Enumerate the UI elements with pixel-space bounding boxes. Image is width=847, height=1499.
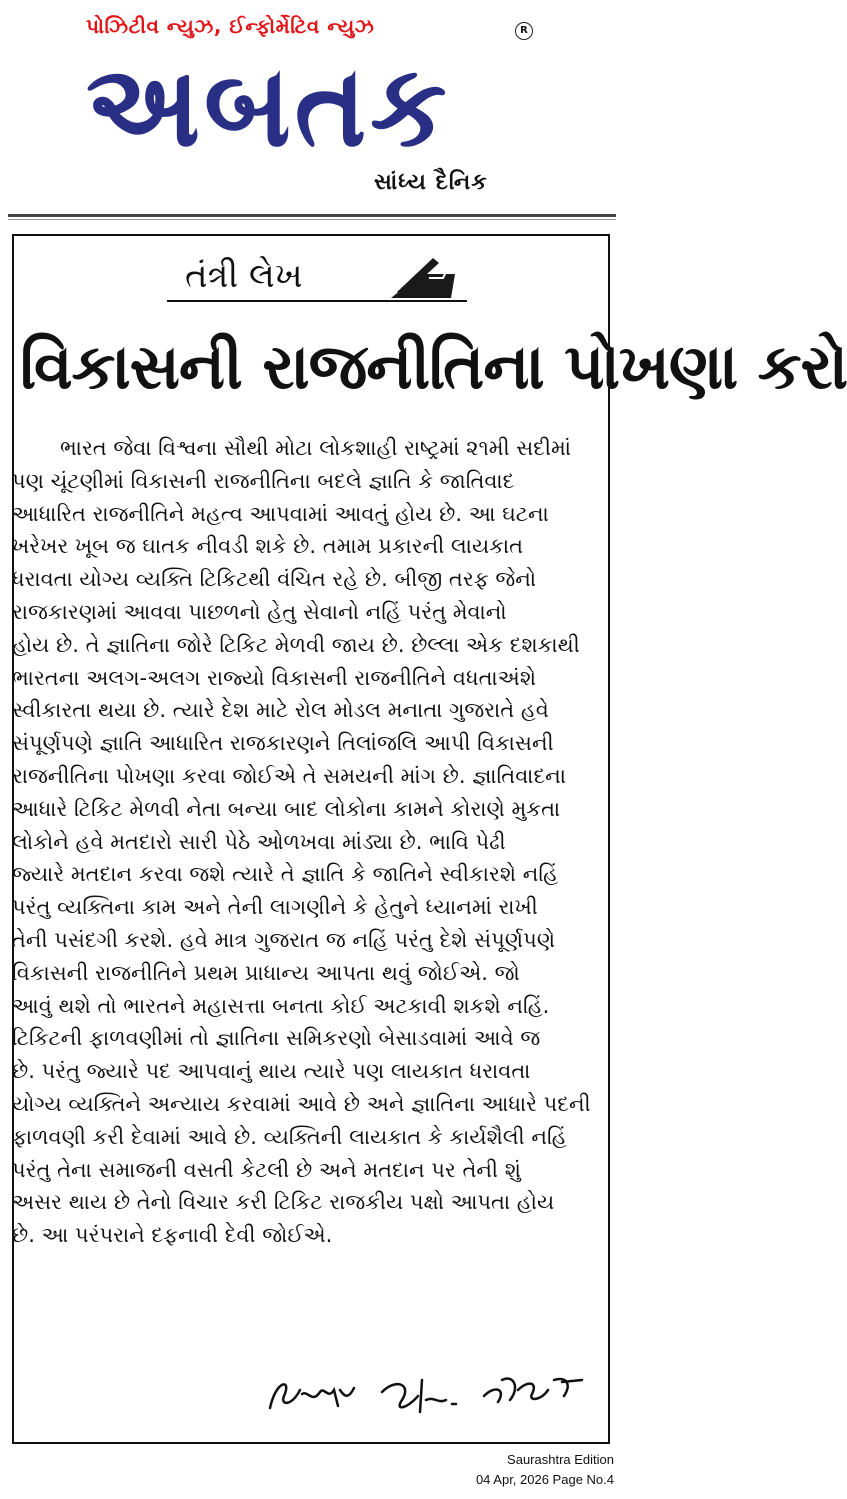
edition-footer [476, 1450, 614, 1490]
article-line: જ્યારે મતદાન કરવા જશે ત્યારે તે જ્ઞાતિ કે જાતિને સ્વીકારશે નહિં [12, 862, 559, 887]
article-line: ફાળવણી કરી દેવામાં આવે છે. વ્યક્તિની લાયકાત કે કાર્યશૈલી નહિં [12, 1124, 567, 1149]
editor-signature [262, 1360, 602, 1430]
article-line: ખરેખર ખૂબ જ ઘાતક નીવડી શકે છે. તમામ પ્રકારની લાયકાત [12, 534, 524, 559]
article-line: પરંતુ તેના સમાજની વસતી કેટલી છે અને મતદાન પર તેની શું [12, 1157, 521, 1182]
article-line: રાજકારણમાં આવવા પાછળનો હેતુ સેવાનો નહિં પરંતુ મેવાનો [12, 599, 507, 624]
article-line: પરંતુ વ્યક્તિના કામ અને તેની લાગણીને કે હેતુને ધ્યાનમાં રાખી [12, 895, 538, 920]
masthead-divider [8, 214, 616, 217]
edition-date-page: 04 Apr, 2026 Page No.4 [475, 1472, 614, 1487]
masthead [0, 0, 624, 215]
article-line: સંપૂર્ણપણે જ્ઞાતિ આધારિત રાજકારણને તિલાંજલિ આપી વિકાસની [12, 731, 554, 756]
section-underline [167, 300, 467, 302]
article-line: વિકાસની રાજનીતિને પ્રથમ પ્રાધાન્ય આપતા થવું જોઈએ. જો [12, 960, 520, 985]
article-line: સ્વીકારતા થયા છે. ત્યારે દેશ માટે રોલ મોડલ મનાતા ગુજરાતે હવે [12, 698, 549, 723]
article-line: તેની પસંદગી કરશે. હવે માત્ર ગુજરાત જ નહિં પરંતુ દેશે સંપૂર્ણપણે [12, 927, 556, 952]
section-label: તંત્રી લેખ [185, 256, 303, 296]
article-line: ટિકિટની ફાળવણીમાં તો જ્ઞાતિના સમિકરણો બેસાડવામાં આવે જ [12, 1026, 541, 1051]
article-line: હોય છે. તે જ્ઞાતિના જોરે ટિકિટ મેળવી જાય છે. છેલ્લા એક દશકાથી [12, 632, 580, 657]
article-line: આવું થશે તો ભારતને મહાસત્તા બનતા કોઈ અટકાવી શકશે નહિં. [12, 993, 550, 1018]
article-line: ભારત જેવા વિશ્વના સૌથી મોટા લોકશાહી રાષ્ટ્રમાં ૨૧મી સદીમાં [60, 436, 572, 460]
article-line: અસર થાય છે તેનો વિચાર કરી ટિકિટ રાજકીય પક્ષો આપતા હોય [12, 1190, 555, 1215]
edition-name: Saurashtra Edition [507, 1452, 614, 1467]
registered-mark-icon: R [515, 22, 533, 40]
article-line: પણ ચૂંટણીમાં વિકાસની રાજનીતિના બદલે જ્ઞાતિ કે જાતિવાદ [12, 468, 515, 493]
article-line: ધરાવતા યોગ્ય વ્યક્તિ ટિકિટથી વંચિત રહે છે. બીજી તરફ જેનો [12, 567, 537, 592]
masthead-divider-thin [8, 219, 616, 220]
article-line: યોગ્ય વ્યક્તિને અન્યાય કરવામાં આવે છે અને જ્ઞાતિના આધારે પદની [12, 1091, 591, 1116]
article-line: છે. પરંતુ જ્યારે પદ આપવાનું થાય ત્યારે પણ લાયકાત ધરાવતા [12, 1059, 531, 1084]
pen-writing-icon [381, 254, 461, 302]
masthead-tagline: પોઝિટીવ ન્યુઝ, ઈન્ફોર્મેટિવ ન્યુઝ [86, 14, 375, 38]
article-line: લોકોને હવે મતદારો સારી પેઠે ઓળખવા માંડ્યા છે. ભાવિ પેઢી [12, 829, 506, 854]
article-headline: વિકાસની રાજનીતિના પોખણા કરો [20, 330, 847, 403]
article-line: આધારિત રાજનીતિને મહત્વ આપવામાં આવતું હોય છે. આ ઘટના [12, 501, 549, 526]
masthead-subtitle: સાંધ્ય દૈનિક [374, 170, 488, 195]
article-line: રાજનીતિના પોખણા કરવા જોઈએ તે સમયની માંગ છે. જ્ઞાતિવાદના [12, 763, 566, 788]
section-header [167, 250, 467, 310]
article-line: આધારે ટિકિટ મેળવી નેતા બન્યા બાદ લોકોના કામને કોરાણે મુકતા [12, 796, 561, 821]
article-line: છે. આ પરંપરાને દફનાવી દેવી જોઈએ. [12, 1223, 333, 1248]
article-line: ભારતના અલગ-અલગ રાજ્યો વિકાસની રાજનીતિને વધતાઅંશે [12, 665, 537, 690]
newspaper-logo: અબતક [86, 40, 451, 173]
article-body [12, 432, 600, 1252]
